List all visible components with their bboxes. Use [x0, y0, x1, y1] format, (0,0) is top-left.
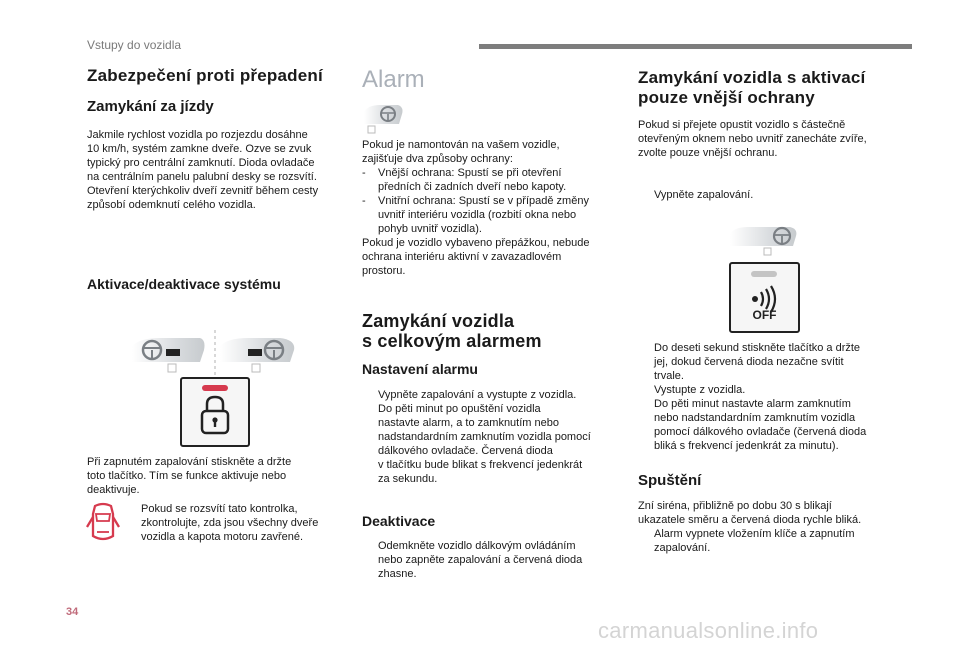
- text-line: pohyb uvnitř vozidla).: [378, 223, 482, 235]
- text-line: v tlačítku bude blikat s frekvencí jedenkrát: [378, 459, 583, 471]
- text-line: typický pro centrální zamknutí. Dioda ovladače: [87, 157, 315, 169]
- text-line: Vypněte zapalování.: [654, 189, 754, 201]
- text-line: otevřeným oknem nebo uvnitř zanecháte zvíře,: [638, 133, 867, 145]
- list-item-exterior: [362, 166, 617, 194]
- text-line: Pokud se rozsvítí tato kontrolka,: [141, 503, 298, 515]
- driving-lock-text: [87, 128, 318, 212]
- dashboard-right-icon: [220, 338, 294, 372]
- text-line: Otevření kterýchkoliv dveří zevnitř během cesty: [87, 185, 319, 197]
- page-number: 34: [66, 606, 79, 618]
- dash-marker: -: [362, 195, 366, 207]
- text-line: ochrana interiéru aktivní v zavazadlovém: [362, 251, 562, 263]
- central-lock-button[interactable]: [180, 377, 250, 447]
- text-line: pomocí dálkového ovladače (červená dioda: [654, 426, 867, 438]
- text-line: jej, dokud červená dioda nezačne svítit: [654, 356, 844, 368]
- text-line: Jakmile rychlost vozidla po rozjezdu dosáhne: [87, 129, 308, 141]
- exterior-only-heading: [638, 68, 898, 108]
- heading-line: pouze vnější ochrany: [638, 88, 815, 107]
- text-line: dálkového ovladače. Červená dioda: [378, 445, 553, 457]
- list-item: [638, 527, 898, 555]
- door-open-warning-icon: [86, 502, 120, 544]
- text-line: Do pěti minut po opuštění vozidla: [378, 403, 541, 415]
- text-line: prostoru.: [362, 265, 406, 277]
- deactivation-heading: Deaktivace: [362, 513, 436, 529]
- text-line: Vnější ochrana: Spustí se při otevření: [378, 167, 562, 179]
- text-line: Alarm vypnete vložením klíče a zapnutím: [654, 528, 855, 540]
- exterior-steps-list: [638, 341, 898, 453]
- text-line: zkontrolujte, zda jsou všechny dveře: [141, 517, 319, 529]
- text-line: nadstandardním zamknutím vozidla pomocí: [378, 431, 591, 443]
- setup-list: [362, 388, 617, 486]
- list-item: [638, 383, 898, 397]
- list-item: [362, 388, 617, 402]
- trigger-heading: Spuštění: [638, 472, 702, 489]
- list-item-interior: [362, 194, 617, 236]
- heading-line: Zamykání vozidla s aktivací: [638, 68, 866, 87]
- trigger-text: [638, 499, 898, 555]
- text-line: způsobí odemknutí celého vozidla.: [87, 199, 256, 211]
- text-line: Do pěti minut nastavte alarm zamknutím: [654, 398, 851, 410]
- text-line: Do deseti sekund stiskněte tlačítko a držte: [654, 342, 861, 354]
- text-line: zhasne.: [378, 568, 417, 580]
- list-item: [638, 397, 898, 453]
- section-title: Vstupy do vozidla: [87, 38, 182, 52]
- list-item: [362, 402, 617, 486]
- alarm-description: [362, 138, 617, 278]
- steering-wheel-icon: [362, 102, 404, 138]
- header-divider: [479, 44, 912, 49]
- text-line: Zní siréna, přibližně po dobu 30 s blikají: [638, 500, 832, 512]
- deactivation-list: [362, 539, 617, 581]
- column-left: [87, 66, 347, 292]
- text-line: na centrálním panelu palubní desky se rozsvítí.: [87, 171, 317, 183]
- text-line: Vnitřní ochrana: Spustí se v případě změny: [378, 195, 589, 207]
- text-line: ukazatele směru a červená dioda rychle bliká.: [638, 514, 862, 526]
- text-line: bliká s frekvencí jedenkrát za minutu).: [654, 440, 839, 452]
- list-item: [638, 341, 898, 383]
- alarm-title: Alarm: [362, 66, 425, 93]
- text-line: toto tlačítko. Tím se funkce aktivuje nebo: [87, 470, 287, 482]
- exterior-alarm-off-button[interactable]: [729, 262, 800, 333]
- off-label: OFF: [752, 308, 777, 322]
- text-line: Pokud je vozidlo vybaveno přepážkou, nebude: [362, 237, 590, 249]
- text-line: za sekundu.: [378, 473, 438, 485]
- warning-note-text: [141, 502, 351, 544]
- text-line: nebo zapněte zapalování a červená dioda: [378, 554, 583, 566]
- lock-heading: [362, 311, 617, 351]
- text-line: zapalování.: [654, 542, 711, 554]
- text-line: Odemkněte vozidlo dálkovým ovládáním: [378, 540, 576, 552]
- activation-text: [87, 455, 347, 497]
- sub-heading-driving-lock: Zamykání za jízdy: [87, 98, 214, 115]
- column-middle: [362, 66, 617, 94]
- text-line: Vystupte z vozidla.: [654, 384, 746, 396]
- steering-wheel-icon: [728, 224, 800, 260]
- text-line: 10 km/h, systém zamkne dveře. Ozve se zvuk: [87, 143, 312, 155]
- exterior-only-intro: [638, 118, 898, 160]
- main-heading: Zabezpečení proti přepadení: [87, 66, 323, 85]
- list-item: [362, 539, 617, 581]
- text-line: Pokud si přejete opustit vozidlo s částečně: [638, 119, 846, 131]
- text-line: Pokud je namontován na vašem vozidle,: [362, 139, 560, 151]
- text-line: Vypněte zapalování a vystupte z vozidla.: [378, 389, 577, 401]
- text-line: zajišťuje dva způsoby ochrany:: [362, 153, 513, 165]
- text-line: trvale.: [654, 370, 684, 382]
- sub-heading-activation: Aktivace/deaktivace systému: [87, 276, 281, 292]
- heading-line: Zamykání vozidla: [362, 311, 515, 331]
- text-line: předních či zadních dveří nebo kapoty.: [378, 181, 567, 193]
- text-line: nastavte alarm, a to zamknutím nebo: [378, 417, 559, 429]
- text-line: zvolte pouze vnější ochranu.: [638, 147, 778, 159]
- watermark: carmanualsonline.info: [598, 618, 819, 643]
- dashboard-left-icon: [132, 338, 205, 372]
- text-line: vozidla a kapota motoru zavřené.: [141, 531, 304, 543]
- heading-line: s celkovým alarmem: [362, 331, 542, 351]
- text-line: nebo nadstandardním zamknutím vozidla: [654, 412, 856, 424]
- setup-heading: Nastavení alarmu: [362, 361, 478, 377]
- list-item: [638, 188, 898, 202]
- text-line: deaktivuje.: [87, 484, 140, 496]
- dash-marker: -: [362, 167, 366, 179]
- lock-button-icon: [182, 379, 248, 445]
- text-line: uvnitř interiéru vozidla (rozbití okna nebo: [378, 209, 577, 221]
- step-ignition-off: [638, 188, 898, 202]
- text-line: Při zapnutém zapalování stiskněte a držte: [87, 456, 292, 468]
